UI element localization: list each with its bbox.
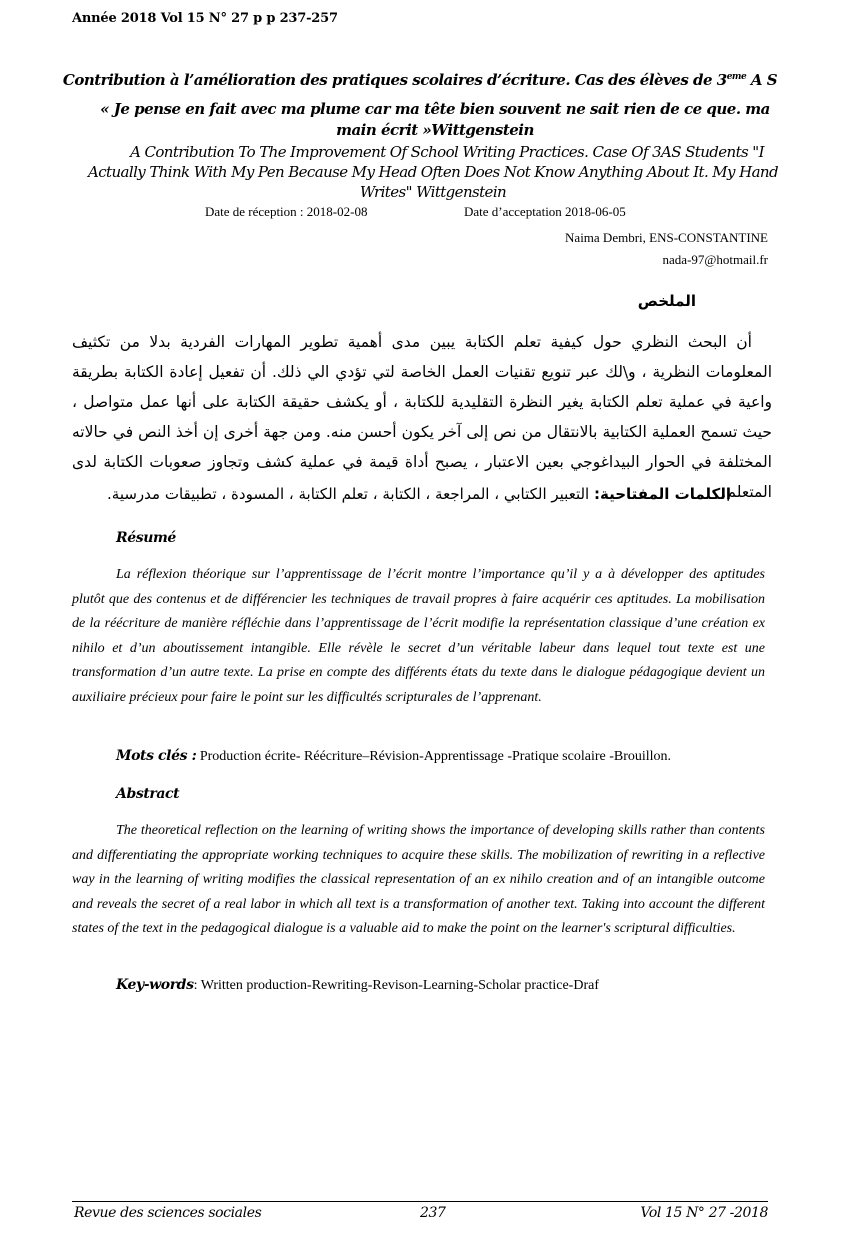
english-keywords — [116, 977, 599, 994]
title-fr-superscript: eme — [726, 72, 747, 82]
title-fr-tail: A S — [746, 71, 778, 89]
title-fr-main: Contribution à l’amélioration des pratiques scolaires d’écriture. Cas des élèves de 3 — [62, 71, 727, 89]
english-keywords-label: Key-words — [116, 977, 194, 993]
article-title-fr — [60, 71, 780, 89]
footer-journal-name: Revue des sciences sociales — [74, 1205, 262, 1221]
journal-reference: Année 2018 Vol 15 N° 27 p p 237-257 — [72, 11, 338, 26]
french-keywords — [116, 748, 671, 765]
footer-volume: Vol 15 N° 27 -2018 — [640, 1205, 768, 1221]
english-keywords-list: : Written production-Rewriting-Revison-Learning-Scholar practice-Draf — [193, 978, 599, 993]
author-affiliation: Naima Dembri, ENS-CONSTANTINE — [565, 230, 768, 245]
author-email: nada-97@hotmail.fr — [662, 252, 768, 267]
reception-date: Date de réception : 2018-02-08 — [205, 204, 368, 219]
abstract-heading: Abstract — [116, 786, 180, 802]
acceptance-date: Date d’acceptation 2018-06-05 — [464, 204, 626, 219]
arabic-abstract-heading: الملخص — [637, 292, 696, 310]
arabic-keywords-list: التعبير الكتابي ، المراجعة ، الكتابة ، تعلم الكتابة ، المسودة ، تطبيقات مدرسية. — [107, 485, 594, 503]
arabic-abstract-body: أن البحث النظري حول كيفية تعلم الكتابة يبين مدى أهمية تطوير المهارات الفردية بدلا من تكثيف المعلومات النظرية ، و\لك عبر تنويع تقنيات العمل الخاصة لتي تؤدي الي ذلك. أن تفعيل إعادة الكتابة بطريقة واعية في عملية تعلم الكتابة يغير النظرة التقليدية للكتابة ، أو يكشف حقيقة الكتابة على أنها عمل متواصل ، حيث تسمح العملية الكتابية بالانتقال من نص إلى آخر يكون أحسن منه. ومن جهة أخرى إن أخذ النص في حالاته المختلفة في الحوار البيداغوجي بعين الاعتبار ، يصبح أداة قيمة في عملية كشف وتجاوز صعوبات الكتابة لدى المتعلم. — [72, 333, 772, 501]
resume-body: La réflexion théorique sur l’apprentissage de l’écrit montre l’importance qu’il y a à développer des aptitudes plutôt que des contenus et de différencier les techniques de travail propres à faire acquérir ces aptitudes. La mobilisation de la réécriture de manière réfléchie dans l’apprentissage de l’écrit modifie la représentation classique d’une création ex nihilo et d’un aboutissement intangible. Elle révèle le secret d’un véritable labeur dans lequel tout texte est une transformation d’un autre texte. La prise en compte des différents états du texte dans le dialogue pédagogique devient un auxiliaire précieux pour faire le point sur les difficultés scripturales de l’apprenant. — [72, 567, 765, 705]
resume-heading: Résumé — [116, 530, 176, 546]
arabic-keywords-label: الكلمات المفتاحية: — [593, 485, 731, 503]
footer-divider — [72, 1201, 768, 1202]
footer-page-number: 237 — [420, 1205, 446, 1221]
article-title-en: A Contribution To The Improvement Of School Writing Practices. Case Of 3AS Students "I Actually Think With My Pen Because My Head Often Does Not Know Anything About It. My Hand Writes" Wittgenstein — [88, 143, 778, 201]
epigraph-quote-fr: « Je pense en fait avec ma plume car ma tête bien souvent ne sait rien de ce que. ma main écrit »Wittgenstein — [100, 100, 770, 139]
french-keywords-label: Mots clés : — [116, 748, 197, 764]
abstract-body: The theoretical reflection on the learning of writing shows the importance of developing skills rather than contents and differentiating the appropriate working techniques to acquire these skills. The mobilization of rewriting in a reflective way in the learning of writing modifies the classical representation of an ex nihilo creation and of an intangible outcome and reveals the secret of a real labor in which all text is a transformation of another text. Taking into account the different states of the text in the pedagogical dialogue is a valuable aid to make the point on the learner's scriptural difficulties. — [72, 823, 765, 936]
french-keywords-list: Production écrite- Réécriture–Révision-Apprentissage -Pratique scolaire -Brouillon. — [196, 749, 672, 764]
arabic-keywords — [107, 485, 731, 503]
